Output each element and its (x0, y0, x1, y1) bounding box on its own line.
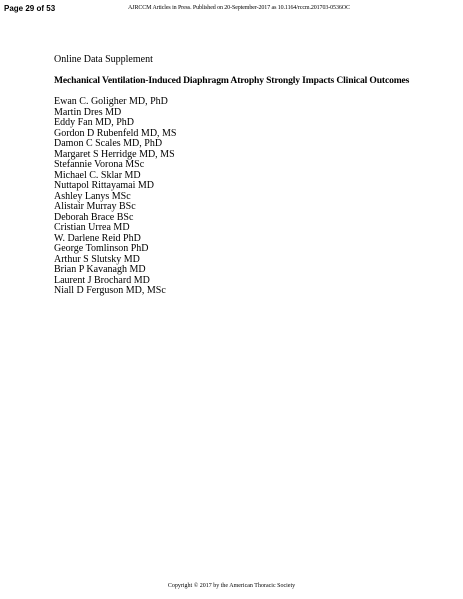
author-name: Alistair Murray BSc (54, 201, 136, 212)
page-number: Page 29 of 53 (4, 4, 56, 13)
supplement-label: Online Data Supplement (54, 54, 153, 65)
author-name: Michael C. Sklar MD (54, 169, 141, 181)
author-name: Nuttapol Rittayamai MD (54, 180, 154, 191)
paper-title: Mechanical Ventilation-Induced Diaphragm Atrophy Strongly Impacts Clinical Outcomes (54, 75, 410, 86)
copyright-notice: Copyright © 2017 by the American Thoracic Society (167, 583, 296, 589)
author-list (54, 97, 177, 297)
author-name: Stefannie Vorona MSc (54, 159, 145, 170)
author-name: Damon C Scales MD, PhD (54, 138, 163, 149)
author-name: Laurent J Brochard MD (54, 274, 150, 286)
author-name: Niall D Ferguson MD, MSc (54, 285, 166, 296)
author-name: Martin Dres MD (54, 106, 122, 118)
author-name: Margaret S Herridge MD, MS (54, 148, 175, 160)
author-name: Eddy Fan MD, PhD (54, 117, 135, 128)
author-name: Arthur S Slutsky MD (54, 253, 140, 265)
author-name: Brian P Kavanagh MD (54, 264, 146, 275)
author-name: Deborah Brace BSc (54, 211, 134, 223)
author-name: W. Darlene Reid PhD (54, 232, 141, 244)
journal-header: AJRCCM Articles in Press. Published on 20-September-2017 as 10.1164/rccm.201703-0536OC (128, 5, 350, 11)
author-name: George Tomlinson PhD (54, 243, 149, 254)
author-name: Ashley Lanys MSc (54, 190, 131, 202)
author-name: Ewan C. Goligher MD, PhD (54, 96, 168, 107)
author-name: Gordon D Rubenfeld MD, MS (54, 127, 177, 139)
author-name: Cristian Urrea MD (54, 222, 130, 233)
